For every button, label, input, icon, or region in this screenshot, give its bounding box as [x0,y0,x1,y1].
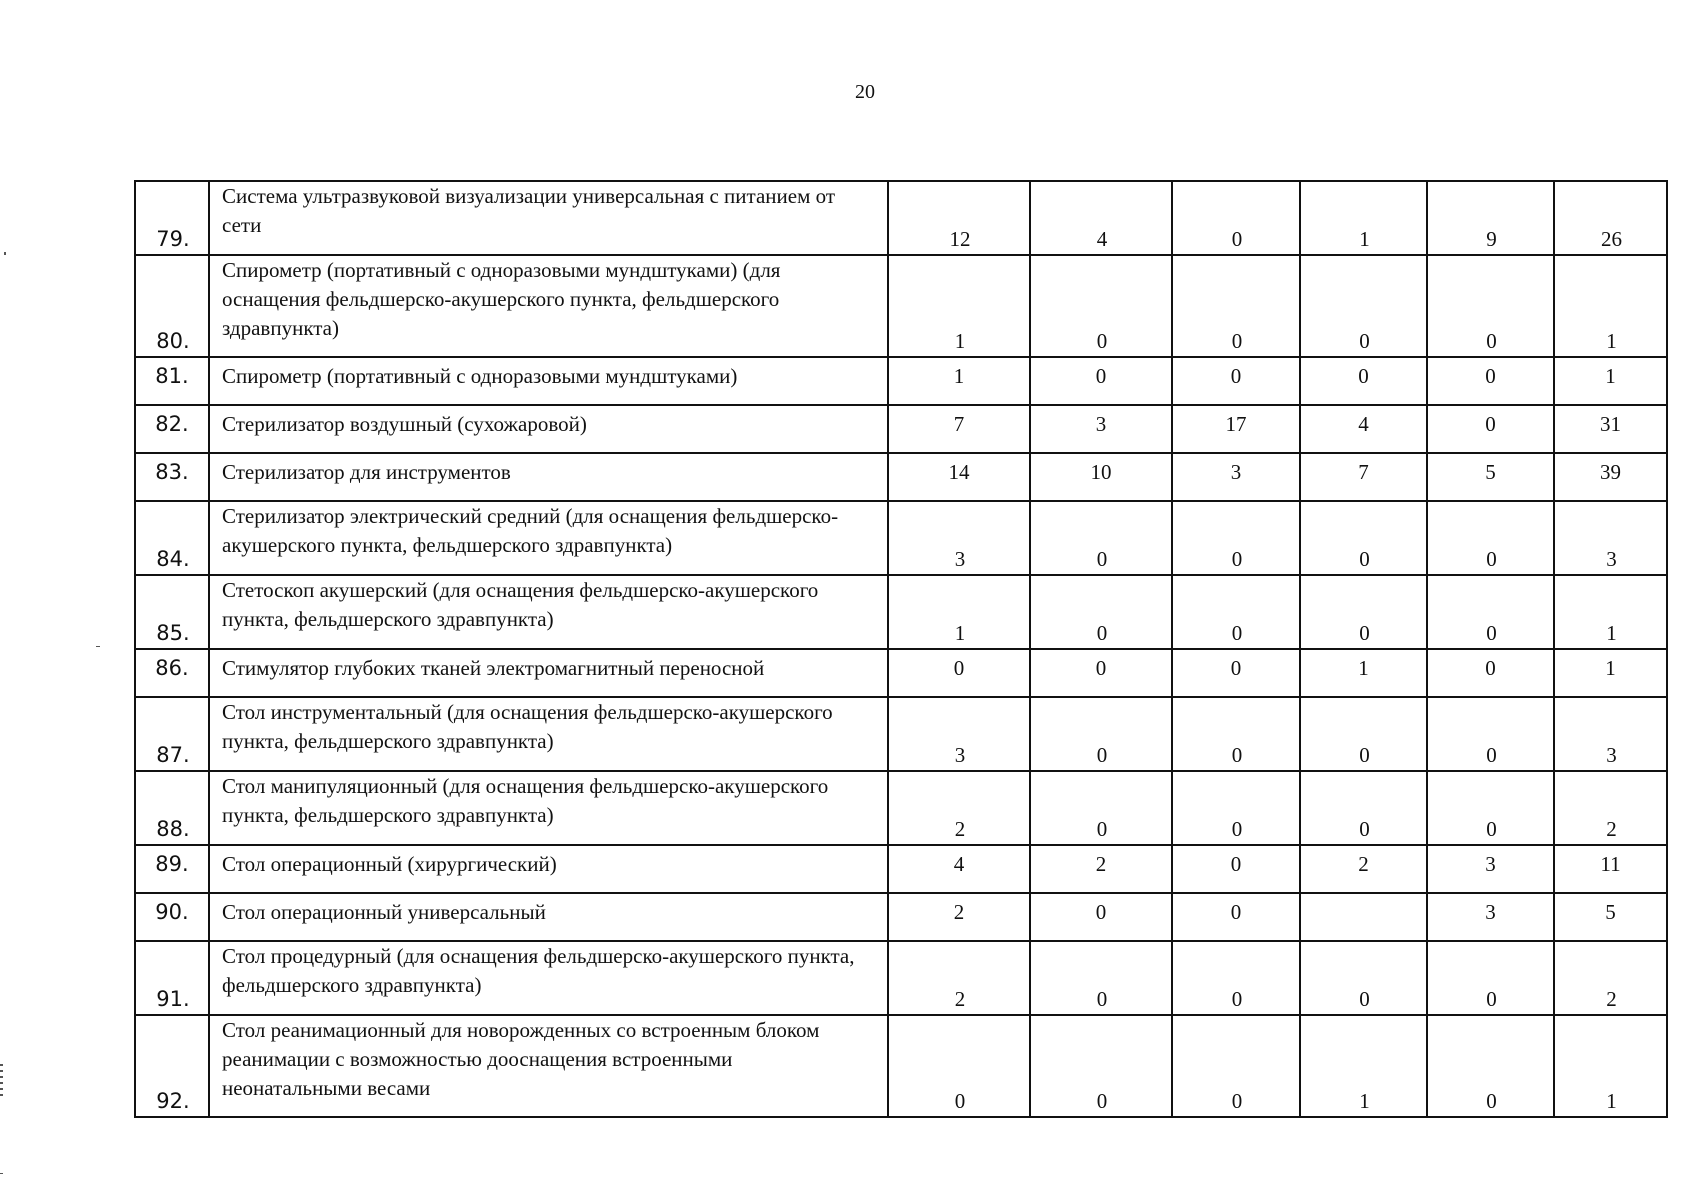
value-cell: 9 [1427,181,1554,255]
equipment-table [134,180,1668,1118]
table-row [135,453,1667,501]
row-number: 79. [135,181,209,255]
total-cell: 1 [1554,649,1667,697]
page-number: 20 [855,81,875,103]
value-cell: 0 [1300,501,1427,575]
total-cell: 1 [1554,1015,1667,1117]
scan-artifact [0,1173,3,1174]
value-cell: 0 [1172,181,1300,255]
value-cell: 0 [1172,845,1300,893]
value-cell: 10 [1030,453,1172,501]
value-cell: 0 [1172,941,1300,1015]
value-cell: 0 [1030,649,1172,697]
row-number: 83. [135,453,209,501]
equipment-name: Стетоскоп акушерский (для оснащения фельдшерско-акушерского пункта, фельдшерского здравпункта) [209,575,888,649]
table-row [135,941,1667,1015]
equipment-name: Стерилизатор воздушный (сухожаровой) [209,405,888,453]
row-number: 82. [135,405,209,453]
total-cell: 11 [1554,845,1667,893]
value-cell: 0 [1300,357,1427,405]
scan-artifact [4,252,6,255]
value-cell: 0 [1172,575,1300,649]
table-row [135,405,1667,453]
value-cell: 3 [888,697,1030,771]
value-cell: 0 [1427,771,1554,845]
value-cell: 3 [1427,845,1554,893]
value-cell: 3 [1172,453,1300,501]
equipment-name: Стерилизатор для инструментов [209,453,888,501]
total-cell: 26 [1554,181,1667,255]
value-cell: 2 [888,771,1030,845]
value-cell: 0 [888,649,1030,697]
value-cell: 0 [1427,941,1554,1015]
row-number: 87. [135,697,209,771]
equipment-name: Стол процедурный (для оснащения фельдшерско-акушерского пункта, фельдшерского здравпункта) [209,941,888,1015]
value-cell: 0 [1172,1015,1300,1117]
value-cell: 14 [888,453,1030,501]
value-cell: 1 [888,575,1030,649]
row-number: 84. [135,501,209,575]
scan-artifact [0,1064,3,1096]
table-row [135,357,1667,405]
value-cell: 0 [1030,357,1172,405]
table-row [135,255,1667,357]
value-cell: 0 [1427,405,1554,453]
total-cell: 2 [1554,941,1667,1015]
value-cell: 1 [888,357,1030,405]
value-cell: 5 [1427,453,1554,501]
value-cell: 1 [1300,181,1427,255]
value-cell: 7 [1300,453,1427,501]
equipment-name: Стимулятор глубоких тканей электромагнитный переносной [209,649,888,697]
value-cell: 1 [888,255,1030,357]
value-cell: 0 [1030,941,1172,1015]
table-row [135,771,1667,845]
table-row [135,697,1667,771]
value-cell: 1 [1300,1015,1427,1117]
value-cell: 0 [1030,771,1172,845]
row-number: 92. [135,1015,209,1117]
value-cell: 0 [888,1015,1030,1117]
value-cell: 0 [1427,1015,1554,1117]
equipment-name: Спирометр (портативный с одноразовыми мундштуками) (для оснащения фельдшерско-акушерского пункта, фельдшерского здравпункта) [209,255,888,357]
value-cell: 4 [1030,181,1172,255]
value-cell: 0 [1172,771,1300,845]
value-cell: 0 [1172,649,1300,697]
total-cell: 5 [1554,893,1667,941]
total-cell: 1 [1554,357,1667,405]
total-cell: 39 [1554,453,1667,501]
value-cell: 2 [1300,845,1427,893]
table-row [135,845,1667,893]
value-cell: 0 [1427,575,1554,649]
scan-artifact [96,646,100,647]
value-cell: 3 [1030,405,1172,453]
row-number: 80. [135,255,209,357]
value-cell: 0 [1172,893,1300,941]
equipment-name: Спирометр (портативный с одноразовыми мундштуками) [209,357,888,405]
row-number: 91. [135,941,209,1015]
value-cell: 0 [1030,1015,1172,1117]
row-number: 85. [135,575,209,649]
value-cell: 0 [1427,649,1554,697]
value-cell: 0 [1427,255,1554,357]
value-cell: 2 [888,893,1030,941]
value-cell: 4 [888,845,1030,893]
total-cell: 31 [1554,405,1667,453]
value-cell: 2 [1030,845,1172,893]
value-cell: 0 [1427,357,1554,405]
value-cell: 0 [1300,941,1427,1015]
value-cell: 0 [1030,575,1172,649]
total-cell: 3 [1554,501,1667,575]
value-cell: 4 [1300,405,1427,453]
value-cell: 0 [1172,697,1300,771]
value-cell: 0 [1030,501,1172,575]
table-row [135,649,1667,697]
equipment-name: Стол операционный (хирургический) [209,845,888,893]
value-cell: 0 [1172,357,1300,405]
value-cell: 0 [1300,255,1427,357]
table-row [135,893,1667,941]
value-cell: 0 [1300,575,1427,649]
value-cell: 3 [888,501,1030,575]
value-cell: 1 [1300,649,1427,697]
total-cell: 3 [1554,697,1667,771]
equipment-name: Стерилизатор электрический средний (для оснащения фельдшерско-акушерского пункта, фельдшерского здравпункта) [209,501,888,575]
value-cell: 0 [1427,697,1554,771]
row-number: 81. [135,357,209,405]
row-number: 90. [135,893,209,941]
value-cell: 12 [888,181,1030,255]
table-row [135,181,1667,255]
row-number: 89. [135,845,209,893]
total-cell: 2 [1554,771,1667,845]
total-cell: 1 [1554,255,1667,357]
value-cell: 0 [1030,697,1172,771]
value-cell: 0 [1300,697,1427,771]
value-cell: 17 [1172,405,1300,453]
table-row [135,1015,1667,1117]
row-number: 88. [135,771,209,845]
value-cell: 0 [1172,255,1300,357]
equipment-name: Стол операционный универсальный [209,893,888,941]
equipment-name: Система ультразвуковой визуализации универсальная с питанием от сети [209,181,888,255]
total-cell: 1 [1554,575,1667,649]
table-row [135,575,1667,649]
table-row [135,501,1667,575]
equipment-name: Стол манипуляционный (для оснащения фельдшерско-акушерского пункта, фельдшерского здравпункта) [209,771,888,845]
value-cell: 0 [1030,255,1172,357]
value-cell: 2 [888,941,1030,1015]
value-cell [1300,893,1427,941]
value-cell: 0 [1030,893,1172,941]
value-cell: 3 [1427,893,1554,941]
value-cell: 7 [888,405,1030,453]
value-cell: 0 [1172,501,1300,575]
value-cell: 0 [1300,771,1427,845]
equipment-name: Стол инструментальный (для оснащения фельдшерско-акушерского пункта, фельдшерского здравпункта) [209,697,888,771]
value-cell: 0 [1427,501,1554,575]
row-number: 86. [135,649,209,697]
equipment-name: Стол реанимационный для новорожденных со встроенным блоком реанимации с возможностью дооснащения встроенными неонатальными весами [209,1015,888,1117]
